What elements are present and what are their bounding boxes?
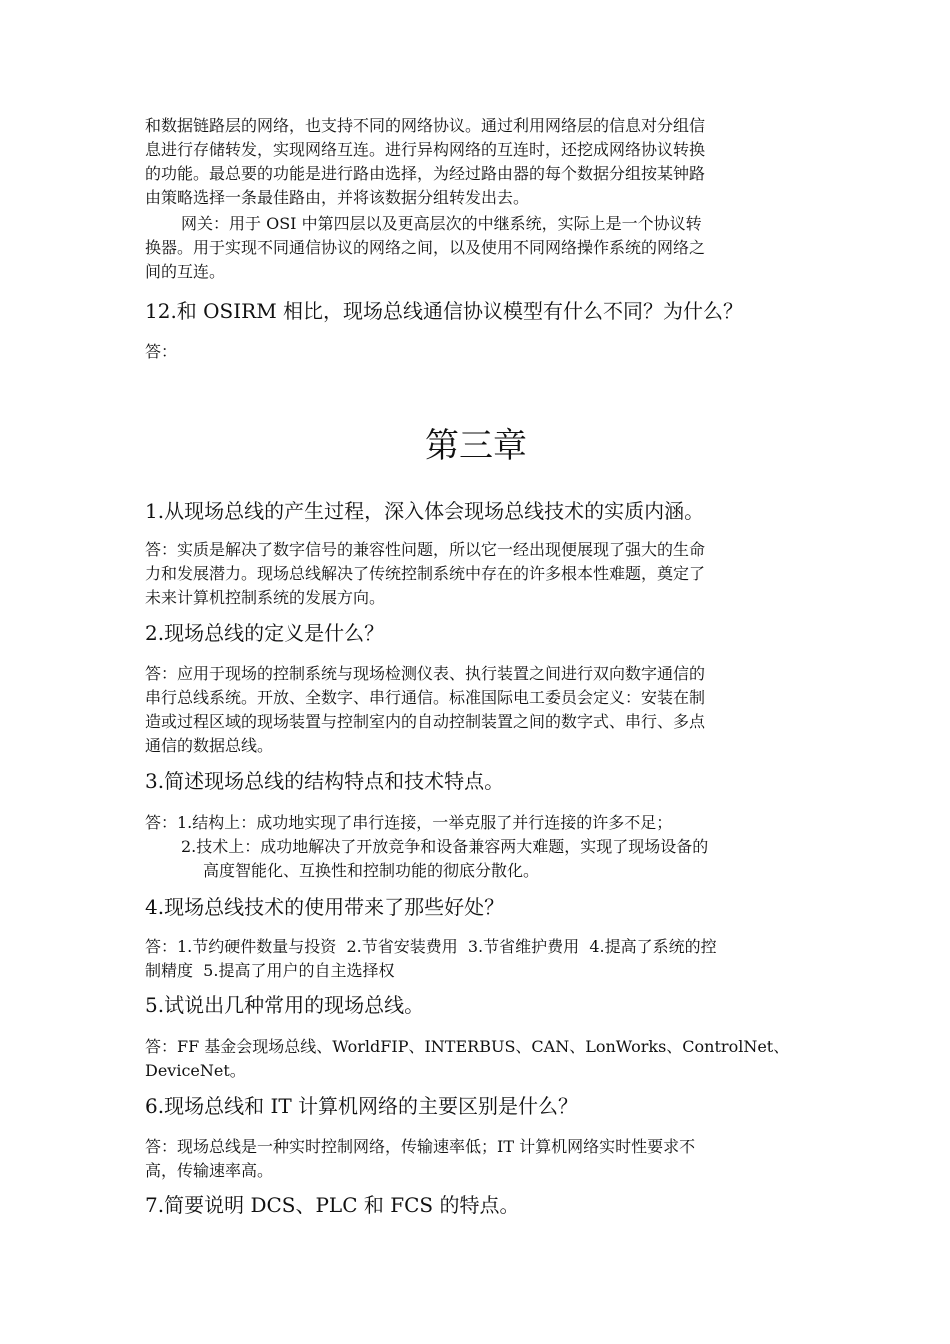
text-line: 间的互连。: [145, 262, 226, 281]
answer-6: [145, 1135, 807, 1183]
text-line: 网关：用于 OSI 中第四层以及更高层次的中继系统，实际上是一个协议转: [181, 214, 702, 233]
text-line: 串行总线系统。开放、全数字、串行通信。标准国际电工委员会定义：安装在制: [145, 688, 706, 707]
text-line: 答：1.节约硬件数量与投资 2.节省安装费用 3.节省维护费用 4.提高了系统的控: [145, 937, 717, 956]
question-1: 1.从现场总线的产生过程，深入体会现场总线技术的实质内涵。: [145, 499, 705, 523]
question-4: 4.现场总线技术的使用带来了那些好处？: [145, 895, 505, 919]
text-line: 答：应用于现场的控制系统与现场检测仪表、执行装置之间进行双向数字通信的: [145, 664, 706, 683]
answer-2: [145, 662, 807, 758]
answer-5: [145, 1035, 807, 1083]
chapter-title: 第三章: [425, 426, 527, 466]
text-line: 由策略选择一条最佳路由，并将该数据分组转发出去。: [145, 188, 530, 207]
text-line: 通信的数据总线。: [145, 736, 274, 755]
text-line: 答：现场总线是一种实时控制网络，传输速率低；IT 计算机网络实时性要求不: [145, 1137, 696, 1156]
text-line: 答：FF 基金会现场总线、WorldFIP、INTERBUS、CAN、LonWorks、ControlNet、: [145, 1037, 790, 1056]
text-line: 力和发展潜力。现场总线解决了传统控制系统中存在的许多根本性难题，奠定了: [145, 564, 706, 583]
question-7: 7.简要说明 DCS、PLC 和 FCS 的特点。: [145, 1193, 520, 1217]
text-line: 换器。用于实现不同通信协议的网络之间，以及使用不同网络操作系统的网络之: [145, 238, 706, 257]
text-line: 答：1.结构上：成功地实现了串行连接，一举克服了并行连接的许多不足；: [145, 813, 673, 832]
text-line: 息进行存储转发，实现网络互连。进行异构网络的互连时，还挖成网络协议转换: [145, 140, 706, 159]
text-line: 高，传输速率高。: [145, 1161, 274, 1180]
text-line: 和数据链路层的网络，也支持不同的网络协议。通过利用网络层的信息对分组信: [145, 116, 706, 135]
text-line: 制精度 5.提高了用户的自主选择权: [145, 961, 395, 980]
question-2: 2.现场总线的定义是什么？: [145, 621, 385, 645]
answer-3: [145, 811, 807, 883]
answer-4: [145, 935, 807, 983]
text-line: 答：实质是解决了数字信号的兼容性问题，所以它一经出现便展现了强大的生命: [145, 540, 706, 559]
question-6: 6.现场总线和 IT 计算机网络的主要区别是什么？: [145, 1094, 579, 1118]
question-3: 3.简述现场总线的结构特点和技术特点。: [145, 769, 505, 793]
text-line: 2.技术上：成功地解决了开放竞争和设备兼容两大难题，实现了现场设备的: [181, 837, 709, 856]
text-line: 高度智能化、互换性和控制功能的彻底分散化。: [203, 861, 540, 880]
question-5: 5.试说出几种常用的现场总线。: [145, 993, 425, 1017]
gateway-paragraph: [145, 212, 807, 284]
answer-12: 答：: [145, 342, 178, 361]
text-line: DeviceNet。: [145, 1061, 246, 1080]
text-line: 的功能。最总要的功能是进行路由选择，为经过路由器的每个数据分组按某钟路: [145, 164, 706, 183]
answer-1: [145, 538, 807, 610]
router-paragraph: [145, 114, 807, 210]
text-line: 造或过程区域的现场装置与控制室内的自动控制装置之间的数字式、串行、多点: [145, 712, 706, 731]
question-12: 12.和 OSIRM 相比，现场总线通信协议模型有什么不同？为什么？: [145, 299, 744, 323]
text-line: 未来计算机控制系统的发展方向。: [145, 588, 386, 607]
